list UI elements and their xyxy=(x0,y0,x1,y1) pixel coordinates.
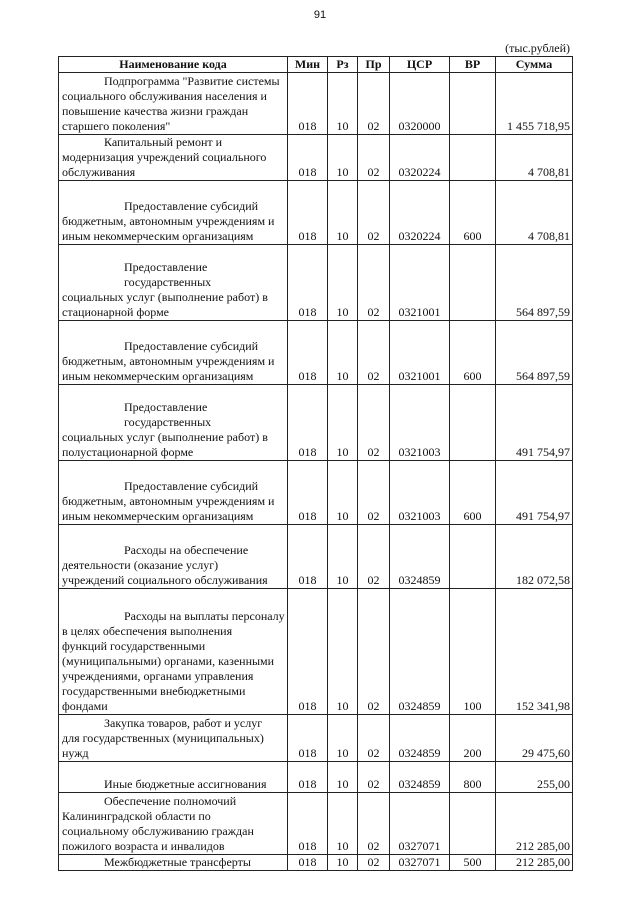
cell-vr: 600 xyxy=(450,181,496,245)
row-name-line xyxy=(62,464,285,479)
row-name-line: старшего поколения" xyxy=(62,119,171,133)
table-row xyxy=(59,715,573,762)
cell-sum: 29 475,60 xyxy=(496,715,573,762)
cell-csr: 0327071 xyxy=(390,793,450,855)
row-name-line: социальному обслуживанию граждан xyxy=(62,824,254,838)
cell-sum: 491 754,97 xyxy=(496,385,573,461)
table-row xyxy=(59,73,573,135)
cell-sum: 491 754,97 xyxy=(496,461,573,525)
cell-csr: 0324859 xyxy=(390,589,450,715)
row-name-line: фондами xyxy=(62,699,108,713)
row-name-line xyxy=(62,528,285,543)
cell-csr: 0321003 xyxy=(390,461,450,525)
table-row xyxy=(59,321,573,385)
cell-rz: 10 xyxy=(328,793,358,855)
cell-min: 018 xyxy=(288,73,328,135)
row-name-line: Подпрограмма "Развитие системы xyxy=(104,74,280,88)
cell-csr: 0327071 xyxy=(390,855,450,871)
row-name-line: обслуживания xyxy=(62,165,136,179)
row-name-line xyxy=(62,184,285,199)
row-name-line: учреждениями, органами управления xyxy=(62,669,254,683)
cell-rz: 10 xyxy=(328,385,358,461)
row-name-line: иным некоммерческим организациям xyxy=(62,509,254,523)
row-name-line: бюджетным, автономным учреждениям и xyxy=(62,354,275,368)
row-name-line: Предоставление субсидий xyxy=(124,199,259,213)
header-csr: ЦСР xyxy=(390,57,450,73)
table-body xyxy=(59,73,573,871)
cell-rz: 10 xyxy=(328,589,358,715)
row-name-line: (муниципальными) органами, казенными xyxy=(62,654,275,668)
table-header-row xyxy=(59,57,573,73)
cell-min: 018 xyxy=(288,245,328,321)
row-name-line: Обеспечение полномочий xyxy=(104,794,237,808)
cell-vr: 600 xyxy=(450,321,496,385)
cell-sum: 182 072,58 xyxy=(496,525,573,589)
row-name-line: модернизация учреждений социального xyxy=(62,150,267,164)
header-pr: Пр xyxy=(358,57,390,73)
cell-sum: 255,00 xyxy=(496,762,573,793)
table-row xyxy=(59,245,573,321)
row-name-line: Предоставление субсидий xyxy=(124,339,259,353)
cell-csr: 0324859 xyxy=(390,762,450,793)
cell-vr: 600 xyxy=(450,461,496,525)
cell-min: 018 xyxy=(288,589,328,715)
table-row xyxy=(59,793,573,855)
row-name xyxy=(59,589,288,715)
budget-table xyxy=(58,56,573,871)
cell-sum: 212 285,00 xyxy=(496,855,573,871)
row-name-line: иным некоммерческим организациям xyxy=(62,369,254,383)
cell-pr: 02 xyxy=(358,321,390,385)
header-min: Мин xyxy=(288,57,328,73)
row-name-line: Предоставление государственных xyxy=(124,260,212,289)
cell-pr: 02 xyxy=(358,73,390,135)
cell-vr xyxy=(450,135,496,181)
cell-csr: 0321001 xyxy=(390,245,450,321)
row-name-line xyxy=(62,245,285,260)
cell-min: 018 xyxy=(288,321,328,385)
row-name-line: социальных услуг (выполнение работ) в xyxy=(62,430,268,444)
row-name-line: Иные бюджетные ассигнования xyxy=(104,777,267,791)
row-name-line: Капитальный ремонт и xyxy=(104,135,223,149)
cell-rz: 10 xyxy=(328,855,358,871)
cell-min: 018 xyxy=(288,762,328,793)
cell-rz: 10 xyxy=(328,525,358,589)
header-vr: ВР xyxy=(450,57,496,73)
table-row xyxy=(59,135,573,181)
cell-pr: 02 xyxy=(358,762,390,793)
cell-pr: 02 xyxy=(358,245,390,321)
units-label: (тыс.рублей) xyxy=(505,41,570,55)
cell-sum: 564 897,59 xyxy=(496,321,573,385)
cell-sum: 4 708,81 xyxy=(496,181,573,245)
cell-vr xyxy=(450,385,496,461)
cell-csr: 0321003 xyxy=(390,385,450,461)
cell-pr: 02 xyxy=(358,793,390,855)
cell-rz: 10 xyxy=(328,461,358,525)
cell-vr xyxy=(450,793,496,855)
row-name xyxy=(59,525,288,589)
cell-min: 018 xyxy=(288,135,328,181)
row-name-line: учреждений социального обслуживания xyxy=(62,573,268,587)
cell-vr: 100 xyxy=(450,589,496,715)
cell-min: 018 xyxy=(288,385,328,461)
table-row xyxy=(59,525,573,589)
cell-sum: 564 897,59 xyxy=(496,245,573,321)
row-name xyxy=(59,73,288,135)
row-name-line: бюджетным, автономным учреждениям и xyxy=(62,214,275,228)
table-row xyxy=(59,855,573,871)
row-name-line: повышение качества жизни граждан xyxy=(62,104,249,118)
row-name-line: государственными внебюджетными xyxy=(62,684,246,698)
cell-csr: 0320000 xyxy=(390,73,450,135)
cell-rz: 10 xyxy=(328,762,358,793)
row-name-line: Закупка товаров, работ и услуг xyxy=(104,716,263,730)
row-name-line: функций государственными xyxy=(62,639,206,653)
table-row xyxy=(59,181,573,245)
cell-pr: 02 xyxy=(358,135,390,181)
cell-min: 018 xyxy=(288,525,328,589)
row-name xyxy=(59,321,288,385)
cell-sum: 1 455 718,95 xyxy=(496,73,573,135)
table-row xyxy=(59,461,573,525)
row-name-line xyxy=(62,762,285,777)
cell-rz: 10 xyxy=(328,245,358,321)
cell-vr: 800 xyxy=(450,762,496,793)
row-name xyxy=(59,245,288,321)
cell-min: 018 xyxy=(288,715,328,762)
row-name-line: Предоставление субсидий xyxy=(124,479,259,493)
row-name-line: стационарной форме xyxy=(62,305,169,319)
row-name-line: иным некоммерческим организациям xyxy=(62,229,254,243)
cell-vr: 500 xyxy=(450,855,496,871)
row-name-line xyxy=(62,324,285,339)
cell-min: 018 xyxy=(288,793,328,855)
cell-pr: 02 xyxy=(358,855,390,871)
row-name-line: бюджетным, автономным учреждениям и xyxy=(62,494,275,508)
cell-rz: 10 xyxy=(328,73,358,135)
row-name-line: Расходы на обеспечение xyxy=(124,543,249,557)
table-row xyxy=(59,589,573,715)
row-name xyxy=(59,461,288,525)
cell-min: 018 xyxy=(288,461,328,525)
header-sum: Сумма xyxy=(496,57,573,73)
cell-pr: 02 xyxy=(358,385,390,461)
cell-min: 018 xyxy=(288,181,328,245)
row-name xyxy=(59,793,288,855)
row-name-line: пожилого возраста и инвалидов xyxy=(62,839,225,853)
row-name xyxy=(59,135,288,181)
cell-csr: 0324859 xyxy=(390,715,450,762)
row-name-line: полустационарной форме xyxy=(62,445,194,459)
cell-vr: 200 xyxy=(450,715,496,762)
page-number: 91 xyxy=(313,9,327,21)
row-name-line: деятельности (оказание услуг) xyxy=(62,558,219,572)
table-row xyxy=(59,385,573,461)
cell-rz: 10 xyxy=(328,715,358,762)
row-name xyxy=(59,385,288,461)
row-name xyxy=(59,762,288,793)
row-name-line: Расходы на выплаты персоналу xyxy=(124,609,285,623)
cell-csr: 0320224 xyxy=(390,181,450,245)
cell-vr xyxy=(450,73,496,135)
row-name-line xyxy=(62,385,285,400)
row-name xyxy=(59,715,288,762)
cell-sum: 212 285,00 xyxy=(496,793,573,855)
row-name-line: социального обслуживания населения и xyxy=(62,89,267,103)
cell-rz: 10 xyxy=(328,181,358,245)
cell-sum: 4 708,81 xyxy=(496,135,573,181)
row-name-line: в целях обеспечения выполнения xyxy=(62,624,233,638)
cell-csr: 0324859 xyxy=(390,525,450,589)
cell-pr: 02 xyxy=(358,461,390,525)
cell-csr: 0320224 xyxy=(390,135,450,181)
cell-vr xyxy=(450,245,496,321)
cell-pr: 02 xyxy=(358,715,390,762)
cell-vr xyxy=(450,525,496,589)
row-name-line xyxy=(62,594,285,609)
row-name-line: для государственных (муниципальных) xyxy=(62,731,264,745)
row-name-line: Предоставление государственных xyxy=(124,400,212,429)
row-name xyxy=(59,181,288,245)
row-name-line: Калининградской области по xyxy=(62,809,211,823)
cell-sum: 152 341,98 xyxy=(496,589,573,715)
row-name-line: нужд xyxy=(62,746,89,760)
header-rz: Рз xyxy=(328,57,358,73)
cell-csr: 0321001 xyxy=(390,321,450,385)
cell-pr: 02 xyxy=(358,589,390,715)
row-name-line: социальных услуг (выполнение работ) в xyxy=(62,290,268,304)
cell-rz: 10 xyxy=(328,321,358,385)
cell-pr: 02 xyxy=(358,181,390,245)
cell-rz: 10 xyxy=(328,135,358,181)
cell-pr: 02 xyxy=(358,525,390,589)
header-name: Наименование кода xyxy=(59,57,288,73)
cell-min: 018 xyxy=(288,855,328,871)
table-row xyxy=(59,762,573,793)
row-name xyxy=(59,855,288,871)
row-name-line: Межбюджетные трансферты xyxy=(104,855,251,869)
